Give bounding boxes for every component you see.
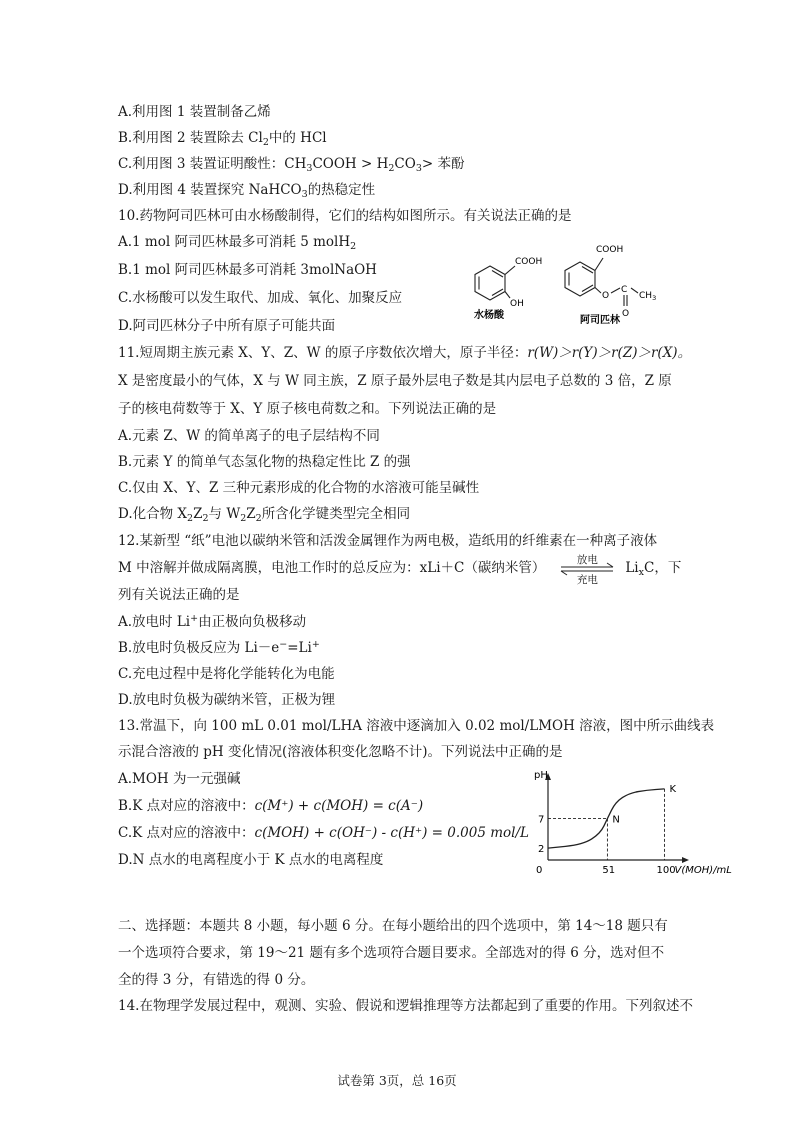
q10-option-b: B.1 mol 阿司匹林最多可消耗 3molNaOH [118,262,377,278]
q13-option-c: C.K 点对应的溶液中：c(MOH) + c(OH⁻) - c(H⁺) = 0.005 mol/L [118,825,529,841]
q10-structures-figure [460,236,700,336]
y-tick-label-7: 7 [538,814,545,826]
q10-stem: 10.药物阿司匹林可由水杨酸制得，它们的结构如图所示。有关说法正确的是 [118,208,572,224]
q13-stem-line2: 示混合溶液的 pH 变化情况(溶液体积变化忽略不计)。下列说法中正确的是 [118,744,563,760]
q12-stem-line1: 12.某新型 “纸”电池以碳纳米管和活泼金属锂作为两电极，造纸用的纤维素在一种离子液体 [118,533,658,549]
q11-option-b: B.元素 Y 的简单气态氢化物的热稳定性比 Z 的强 [118,454,411,470]
q12-stem-line2: M 中溶解并做成隔离膜，电池工作时的总反应为：xLi＋C（碳纳米管） 放电 充电 $Li_xC$，下 [118,553,682,586]
q9-option-b: B.利用图 2 装置除去 $Cl_2$中的 HCl [118,130,327,148]
page-footer: 试卷第 3页，总 16页 [337,1073,457,1088]
q13-option-a: A.MOH 为一元强碱 [118,771,241,787]
x-axis-label: V(MOH)/mL [674,865,732,876]
section2-line3: 全的得 3 分，有错选的得 0 分。 [118,972,315,988]
x-tick-label-100: 100 [656,865,676,876]
salicylic-acid-structure [475,266,515,300]
salicylic-cooh-label: COOH [515,257,543,267]
q9-option-c: C.利用图 3 装置证明酸性：$CH_3COOH > H_2CO_3>$ 苯酚 [118,156,465,174]
aspirin-o-label: O [602,291,610,301]
aspirin-ch3-label: $CH_3$ [639,291,657,302]
q11-option-c: C.仅由 X、Y、Z 三种元素形成的化合物的水溶液可能呈碱性 [118,480,480,496]
q13-ph-chart [530,770,732,878]
x-axis-arrow [682,857,689,863]
q11-stem-line2: X 是密度最小的气体，X 与 W 同主族，Z 原子最外层电子数是其内层电子总数的 3 倍，Z 原 [118,373,672,389]
section2-line1: 二、选择题：本题共 8 小题，每小题 6 分。在每小题给出的四个选项中，第 14～18 题只有 [118,918,668,934]
q10-option-d: D.阿司匹林分子中所有原子可能共面 [118,318,336,334]
q12-option-a: A.放电时 Li+由正极向负极移动 [118,613,307,630]
q10-option-a: A.1 mol 阿司匹林最多可消耗 5 molH$_2$ [118,234,357,252]
ph-chart-svg [530,770,732,878]
q9-option-a: A.利用图 1 装置制备乙烯 [118,104,271,120]
salicylic-acid-label: 水杨酸 [474,310,504,321]
y-tick-label-2: 2 [538,844,545,856]
molecule-structures-svg [460,236,700,336]
q13-option-b: B.K 点对应的溶液中：c(M⁺) + c(MOH) = c(A⁻) [118,798,424,814]
q12-stem-line3: 列有关说法正确的是 [118,587,240,603]
n-point-label: N [612,814,620,826]
q13-option-d: D.N 点水的电离程度小于 K 点水的电离程度 [118,852,384,868]
q9-option-d: D.利用图 4 装置探究 NaHCO$_3$的热稳定性 [118,182,376,200]
q11-option-a: A.元素 Z、W 的简单离子的电子层结构不同 [118,428,380,444]
salicylic-oh-label: OH [510,299,524,309]
q10-option-c: C.水杨酸可以发生取代、加成、氧化、加聚反应 [118,290,403,306]
q11-stem-line1: 11.短周期主族元素 X、Y、Z、W 的原子序数依次增大，原子半径：r(W)＞r(Y)＞r(Z)＞r(X)。 [118,345,692,361]
aspirin-carbonyl-o-label: O [622,309,630,319]
q11-option-d: D.化合物 $X_2Z_2$与 $W_2Z_2$所含化学键类型完全相同 [118,506,411,524]
aspirin-label: 阿司匹林 [580,315,620,326]
x-tick-label-0: 0 [536,865,543,876]
aspirin-c-label: C [621,285,628,295]
q12-option-d: D.放电时负极为碳纳米管，正极为锂 [118,692,336,708]
k-point-label: K [669,783,677,795]
aspirin-cooh-label: COOH [596,245,624,255]
q12-option-b: B.放电时负极反应为 Li－e−=Li+ [118,639,320,656]
q11-stem-line3: 子的核电荷数等于 X、Y 原子核电荷数之和。下列说法正确的是 [118,401,497,417]
reversible-reaction-arrow: 放电 充电 [559,559,615,579]
section2-line2: 一个选项符合要求，第 19～21 题有多个选项符合题目要求。全部选对的得 6 分，选对但不 [118,945,665,961]
q13-stem-line1: 13.常温下，向 100 mL 0.01 mol/LHA 溶液中逐滴加入 0.02 mol/LMOH 溶液，图中所示曲线表 [118,718,715,734]
x-tick-label-51: 51 [602,865,616,876]
y-axis-label: pH [534,770,548,781]
q14-stem: 14.在物理学发展过程中，观测、实验、假说和逻辑推理等方法都起到了重要的作用。下列叙述不 [118,998,693,1014]
q12-option-c: C.充电过程中是将化学能转化为电能 [118,666,335,682]
